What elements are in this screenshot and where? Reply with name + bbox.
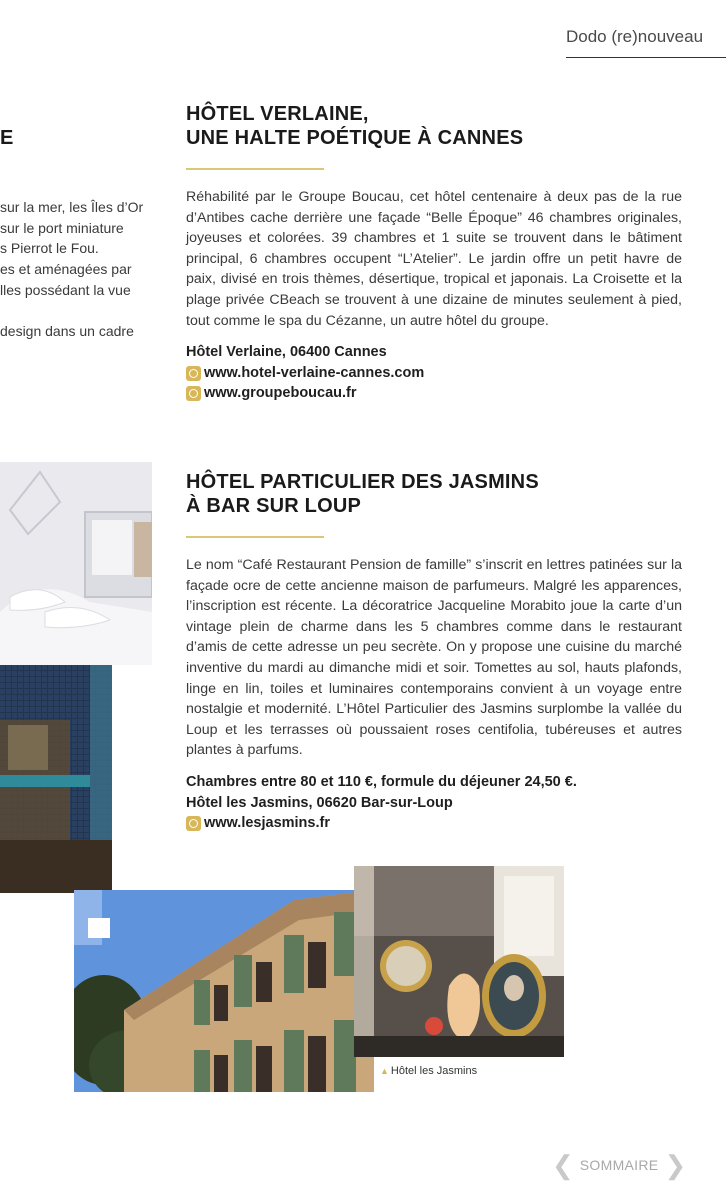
article-title-line: HÔTEL PARTICULIER DES JASMINS <box>186 471 539 493</box>
address-line: Hôtel Verlaine, 06400 Cannes <box>186 344 387 361</box>
sommaire-link[interactable]: SOMMAIRE <box>579 1157 659 1173</box>
left-column-line: s Pierrot le Fou. <box>0 240 99 256</box>
globe-icon <box>186 366 201 381</box>
address-line: Hôtel les Jasmins, 06620 Bar-sur-Loup <box>186 794 453 811</box>
article-title-line: À BAR SUR LOUP <box>186 495 362 517</box>
article-hotel-verlaine <box>186 102 682 404</box>
website-link-text: www.lesjasmins.fr <box>204 815 330 832</box>
hotel-facade-photo <box>74 890 374 1092</box>
left-column-line: es et aménagées par <box>0 261 132 277</box>
photo-caption <box>380 1065 477 1077</box>
title-divider <box>186 168 324 170</box>
article-info <box>186 342 682 404</box>
price-line: Chambres entre 80 et 110 €, formule du déjeuner 24,50 €. <box>186 773 577 790</box>
caption-triangle-icon: ▲ <box>380 1066 389 1076</box>
left-column-line: design dans un cadre <box>0 323 134 339</box>
website-link[interactable] <box>186 813 682 834</box>
next-page-arrow-icon[interactable]: ❯ <box>664 1150 687 1180</box>
article-title <box>186 102 682 150</box>
caption-text: Hôtel les Jasmins <box>390 1065 478 1077</box>
website-link[interactable] <box>186 383 682 404</box>
article-title <box>186 470 682 518</box>
article-title-line: HÔTEL VERLAINE, <box>186 103 369 125</box>
website-link[interactable] <box>186 363 682 384</box>
previous-page-arrow-icon[interactable]: ❮ <box>552 1150 574 1180</box>
globe-icon <box>186 386 201 401</box>
bathroom-photo <box>0 665 112 893</box>
hotel-room-photo <box>0 462 152 665</box>
left-column-heading-fragment: E <box>0 127 14 149</box>
globe-icon <box>186 816 201 831</box>
article-body: Réhabilité par le Groupe Boucau, cet hôtel centenaire à deux pas de la rue d’Antibes cache derrière une façade “Belle Époque” 46 chambres originales, joyeuses et colorées. 39 chambres et 1 suite se trouvent dans le bâtiment principal, 6 chambres occupent “L’Atelier”. Le jardin offre un petit havre de paix, divisé en trois thèmes, désertique, tropical et japonais. La Croisette et la plage privée CBeach se trouvent à une dizaine de minutes seulement à pied, tout comme le spa du Cézanne, un autre hôtel du groupe. <box>186 189 682 329</box>
left-column-line: lles possédant la vue <box>0 282 131 298</box>
title-divider <box>186 536 324 538</box>
website-link-text: www.groupeboucau.fr <box>204 385 357 402</box>
article-title-line: UNE HALTE POÉTIQUE À CANNES <box>186 127 524 149</box>
article-info <box>186 772 682 834</box>
left-column-line: sur le port miniature <box>0 220 124 236</box>
section-tag: Dodo (re)nouveau <box>566 27 726 58</box>
page-navigation <box>552 1152 686 1178</box>
interior-still-life-photo <box>354 866 564 1057</box>
website-link-text: www.hotel-verlaine-cannes.com <box>204 364 425 381</box>
article-hotel-jasmins <box>186 470 682 834</box>
left-column-line: sur la mer, les Îles d’Or <box>0 199 144 215</box>
article-body: Le nom “Café Restaurant Pension de famille” s’inscrit en lettres patinées sur la façade ocre de cette ancienne maison de parfumeurs. Malgré les apparences, l’inscription est récente. La décoratrice Jacqueline Morabito joue la carte d’un vintage plein de charme dans les 5 chambres comme dans le restaurant d’amis de cette adresse un peu secrète. On y propose une cuisine du marché inventive du mardi au dimanche midi et soir. Tomettes au sol, hauts plafonds, linge en lin, toiles et luminaires contemporains convient à un voyage entre nostalgie et modernité. L’Hôtel Particulier des Jasmins surplombe la vallée du Loup et les terrasses où poussaient roses centifolia, tubéreuses et autres plantes à parfums. <box>186 557 682 759</box>
